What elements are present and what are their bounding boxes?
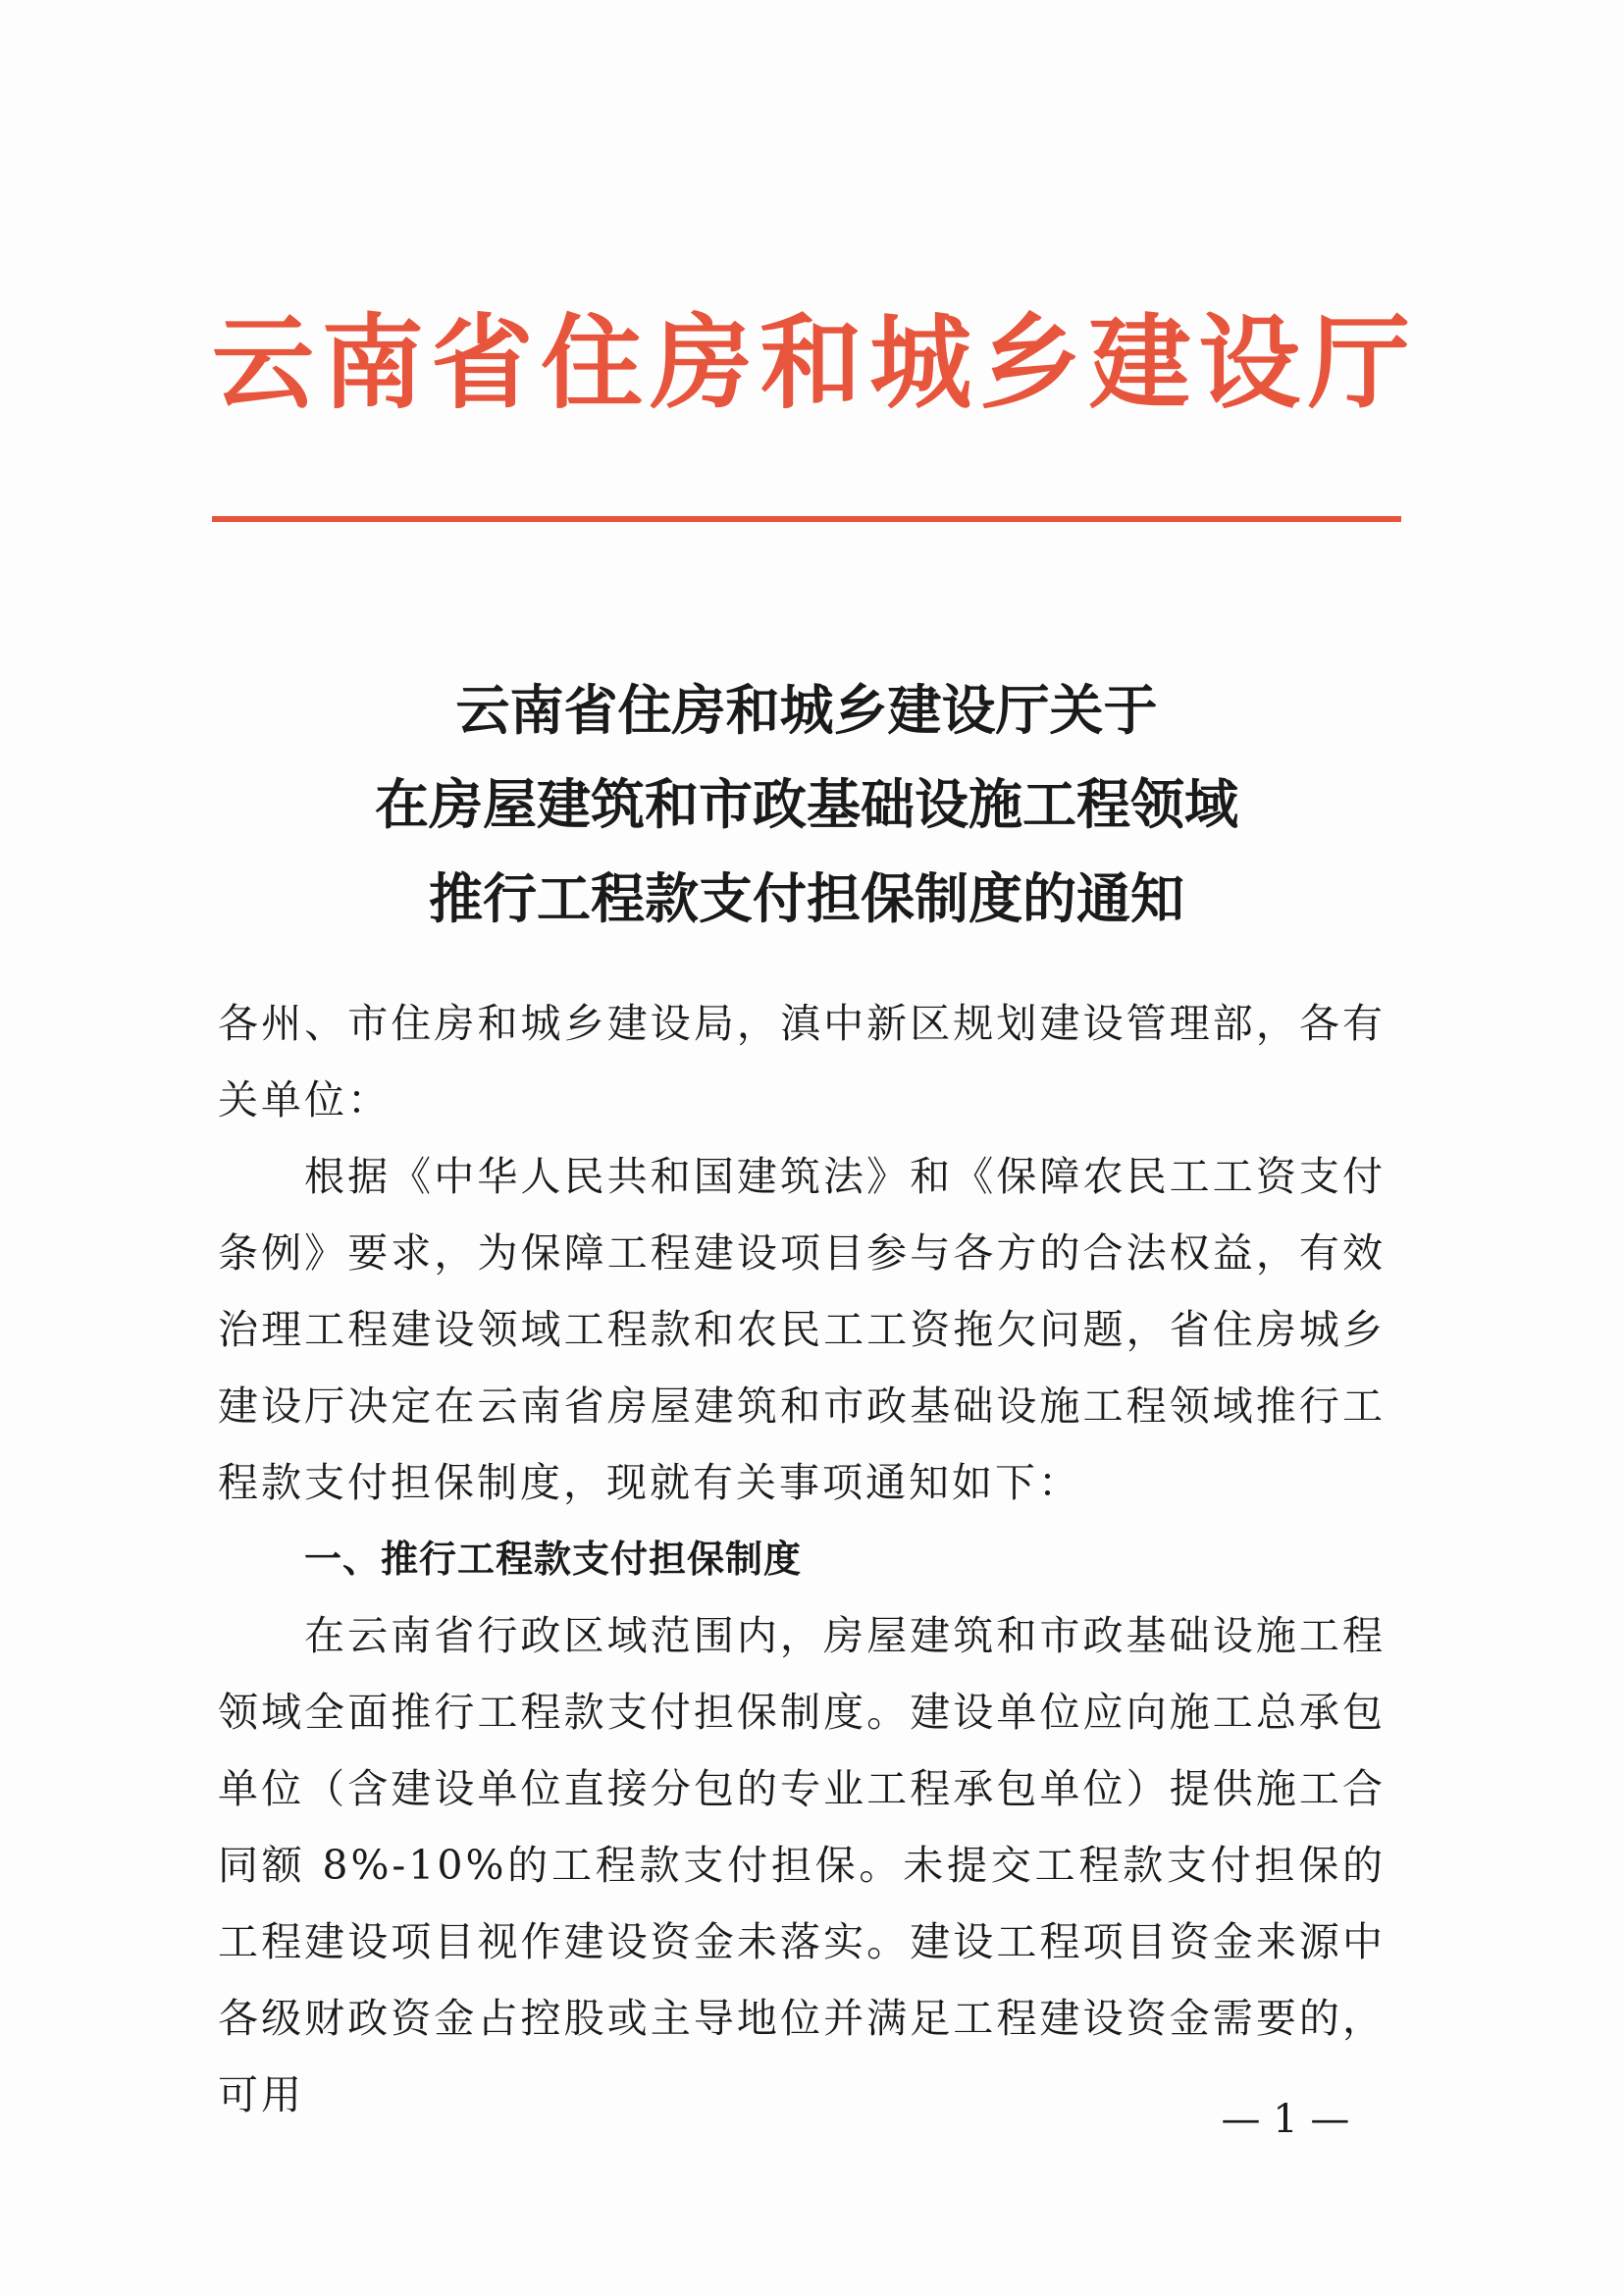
- page-number: — 1 —: [1221, 2097, 1350, 2142]
- document-title-line-1: 云南省住房和城乡建设厅关于: [455, 678, 1158, 742]
- section-heading-1: 一、推行工程款支付担保制度: [304, 1538, 803, 1581]
- masthead-title: 云南省住房和城乡建设厅: [212, 302, 1414, 423]
- document-title: [212, 663, 1401, 946]
- body-paragraph-2: 在云南省行政区域范围内，房屋建筑和市政基础设施工程领域全面推行工程款支付担保制度。建设单位应向施工总承包单位（含建设单位直接分包的专业工程承包单位）提供施工合同额 8%-10%的工程款支付担保。未提交工程款支付担保的工程建设项目视作建设资金未落实。建设工程项目资金来源中各级财政资金占控股或主导地位并满足工程建设资金需要的，可用: [218, 1612, 1386, 2118]
- document-title-line-3: 推行工程款支付担保制度的通知: [428, 866, 1184, 930]
- document-title-line-2: 在房屋建筑和市政基础设施工程领域: [374, 772, 1238, 836]
- addressee: 各州、市住房和城乡建设局，滇中新区规划建设管理部，各有关单位：: [218, 1000, 1386, 1123]
- body-paragraph-1: 根据《中华人民共和国建筑法》和《保障农民工工资支付条例》要求，为保障工程建设项目参与各方的合法权益，有效治理工程建设领域工程款和农民工工资拖欠问题，省住房城乡建设厅决定在云南省房屋建筑和市政基础设施工程领域推行工程款支付担保制度，现就有关事项通知如下：: [218, 1153, 1386, 1506]
- document-body: [218, 985, 1386, 2133]
- masthead-red-rule: [212, 516, 1401, 522]
